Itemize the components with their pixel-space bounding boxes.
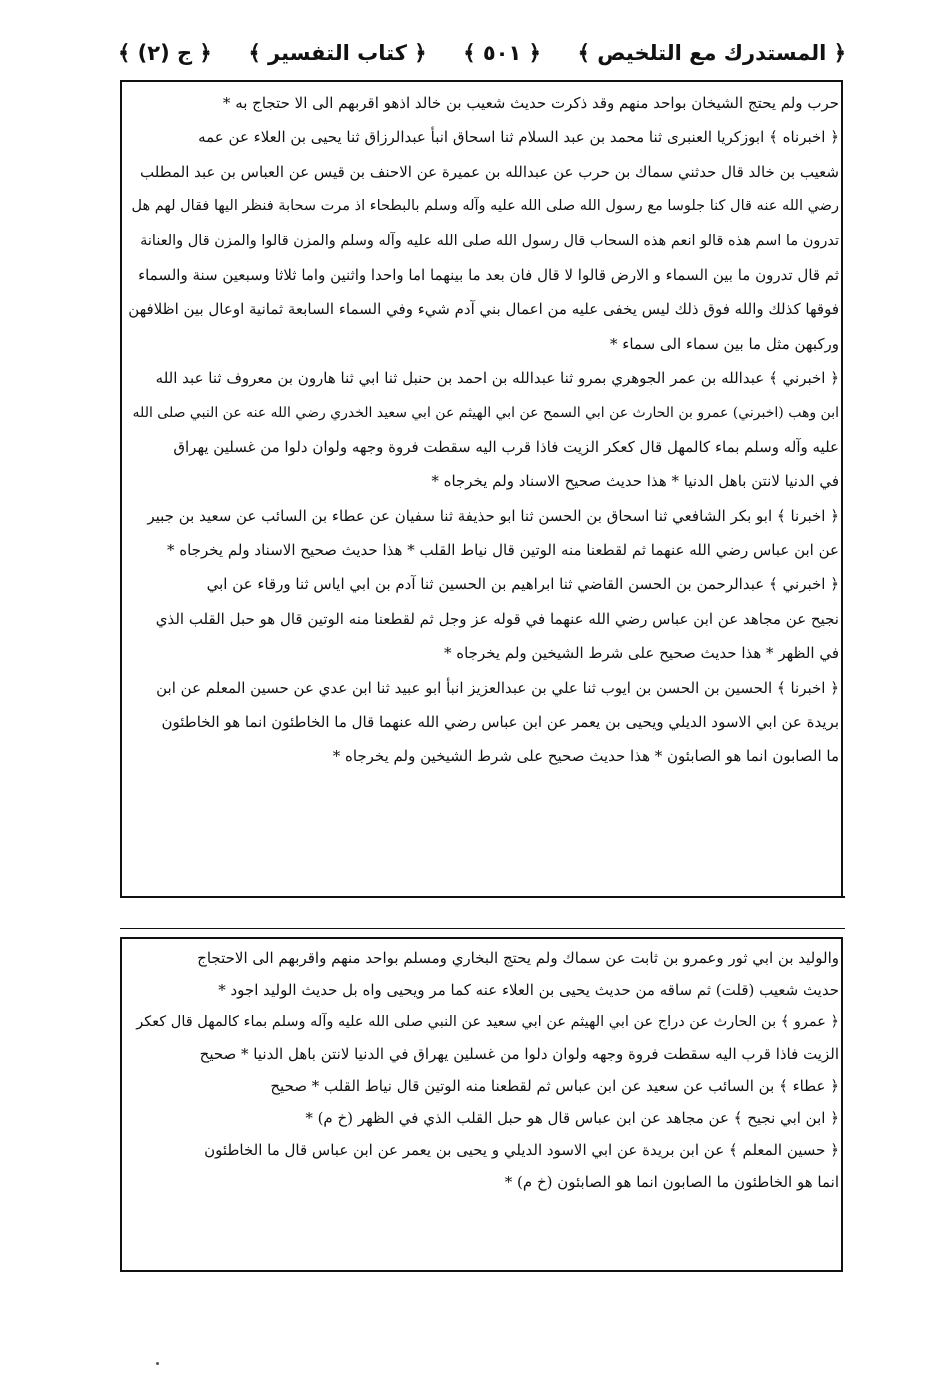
summary-line: الزيت فاذا قرب اليه سقطت فروة وجهه ولوان دلوا من غسلين يهراق في الدنيا لانتن باهل الدنيا * صحيح (199, 1045, 839, 1063)
main-line: تدرون ما اسم هذه قالو انعم هذه السحاب قال رسول الله صلى الله عليه وآله وسلم والمزن قالوا والمزن قال والعنانة (140, 232, 839, 249)
main-line: حرب ولم يحتج الشيخان بواحد منهم وقد ذكرت حديث شعيب بن خالد اذهو اقربهم الى الا حتجاج به * (222, 94, 839, 112)
main-line: رضي الله عنه قال كنا جلوسا مع رسول الله صلى الله عليه وآله وسلم بالبطحاء اذ مرت سحابة فنظر اليها فقال لهم هل (131, 198, 839, 215)
header-page-number: ﴿ ٥٠١ ﴾ (463, 41, 541, 65)
divider-rule (120, 928, 845, 929)
main-line: فوقها كذلك والله فوق ذلك ليس يخفى عليه من اعمال بني آدم شيء وفي السماء السابعة ثمانية اوعال بين اظلافهن (128, 300, 839, 319)
main-line: ﴿ اخبرني ﴾ عبدالرحمن بن الحسن القاضي ثنا ابراهيم بن الحسين ثنا آدم بن ابي اياس ثنا ورقاء عن ابي (206, 575, 839, 594)
main-bottom-rule (120, 896, 845, 898)
summary-line: ﴿ حسين المعلم ﴾ عن ابن بريدة عن ابي الاسود الديلي و يحيى بن يعمر عن ابن عباس قال ما الخاطئون (204, 1141, 839, 1159)
main-line: نجيح عن مجاهد عن ابن عباس رضي الله عنهما في قوله عز وجل ثم لقطعنا منه الوتين قال هو حبل القلب الذي (155, 609, 839, 628)
summary-text (124, 942, 839, 1198)
summary-line: ﴿ عمرو ﴾ بن الحارث عن دراج عن ابي الهيثم عن ابي سعيد عن النبي صلى الله عليه وآله وسلم بماء كالمهل قال كعكر (136, 1014, 839, 1030)
main-line: بريدة عن ابي الاسود الديلي ويحيى بن يعمر عن ابن عباس رضي الله عنهما قال ما الخاطئون انما هو الخاطئون (161, 713, 839, 732)
main-line: في الظهر * هذا حديث صحيح على شرط الشيخين ولم يخرجاه * (443, 644, 839, 663)
main-line: في الدنيا لانتن باهل الدنيا * هذا حديث صحيح الاسناد ولم يخرجاه * (431, 472, 839, 491)
main-line: ﴿ اخبرناه ﴾ ابوزكريا العنبرى ثنا محمد بن عبد السلام ثنا اسحاق انبأ عبدالرزاق ثنا يحيى بن العلاء عن عمه (198, 128, 839, 147)
header-section-title: ﴿ كتاب التفسير ﴾ (248, 41, 427, 65)
main-line: ثم قال تدرون ما بين السماء و الارض قالوا لا قال فان بعد ما بينهما اما واحدا واثنين واما ثلاثا وسبعين سنة والسماء (138, 265, 839, 284)
summary-line: انما هو الخاطئون ما الصابون انما هو الصابئون (خ م) * (504, 1173, 839, 1191)
summary-line: ﴿ عطاء ﴾ بن السائب عن سعيد عن ابن عباس ثم لقطعنا منه الوتين قال نياط القلب * صحيح (270, 1077, 839, 1095)
summary-line: والوليد بن ابي ثور وعمرو بن ثابت عن سماك ولم يحتج البخاري ومسلم بواحد منهم واقربهم الى الاحتجاج (197, 949, 839, 967)
header-volume: ﴿ ج (٢) ﴾ (118, 41, 212, 65)
header-book-title: ﴿ المستدرك مع التلخيص ﴾ (577, 41, 846, 65)
summary-line: ﴿ ابن ابي نجيح ﴾ عن مجاهد عن ابن عباس قال هو حبل القلب الذي في الظهر (خ م) * (305, 1109, 839, 1127)
main-line: شعيب بن خالد قال حدثني سماك بن حرب عن عبدالله بن عميرة عن الاحنف بن قيس عن العباس بن عبد المطلب (139, 162, 839, 181)
page-header (118, 32, 846, 74)
main-line: ﴿ اخبرنا ﴾ ابو بكر الشافعي ثنا اسحاق بن الحسن ثنا ابو حذيفة ثنا سفيان عن عطاء بن السائب عن سعيد بن جبير (147, 506, 839, 525)
main-line: ﴿ اخبرني ﴾ عبدالله بن عمر الجوهري بمرو ثنا عبدالله بن احمد بن حنبل ثنا ابي ثنا هارون بن معروف ثنا عبد الله (155, 369, 839, 388)
summary-line: حديث شعيب (قلت) ثم ساقه من حديث يحيى بن العلاء عنه كما مر ويحيى واه بل حديث الوليد اجود * (218, 981, 839, 999)
main-line: ﴿ اخبرنا ﴾ الحسين بن الحسن بن ايوب ثنا علي بن عبدالعزيز انبأ ابو عبيد ثنا ابن عدي عن حسين المعلم عن ابن (156, 678, 839, 697)
main-line: عن ابن عباس رضي الله عنهما ثم لقطعنا منه الوتين قال نياط القلب * هذا حديث صحيح الاسناد ولم يخرجاه * (166, 541, 839, 560)
main-line: ما الصابون انما هو الصابئون * هذا حديث صحيح على شرط الشيخين ولم يخرجاه * (332, 747, 839, 766)
scan-speck (156, 1362, 159, 1365)
main-text (124, 86, 839, 774)
main-line: وركبهن مثل ما بين سماء الى سماء * (610, 334, 839, 353)
main-line: عليه وآله وسلم بماء كالمهل قال كعكر الزيت فاذا قرب اليه سقطت فروة وجهه ولوان دلوا من غسلين يهراق (173, 437, 839, 456)
main-line: ابن وهب (اخبرني) عمرو بن الحارث عن ابي السمح عن ابي الهيثم عن ابي سعيد الخدري رضي الله عنه عن النبي صلى الله (132, 404, 839, 421)
